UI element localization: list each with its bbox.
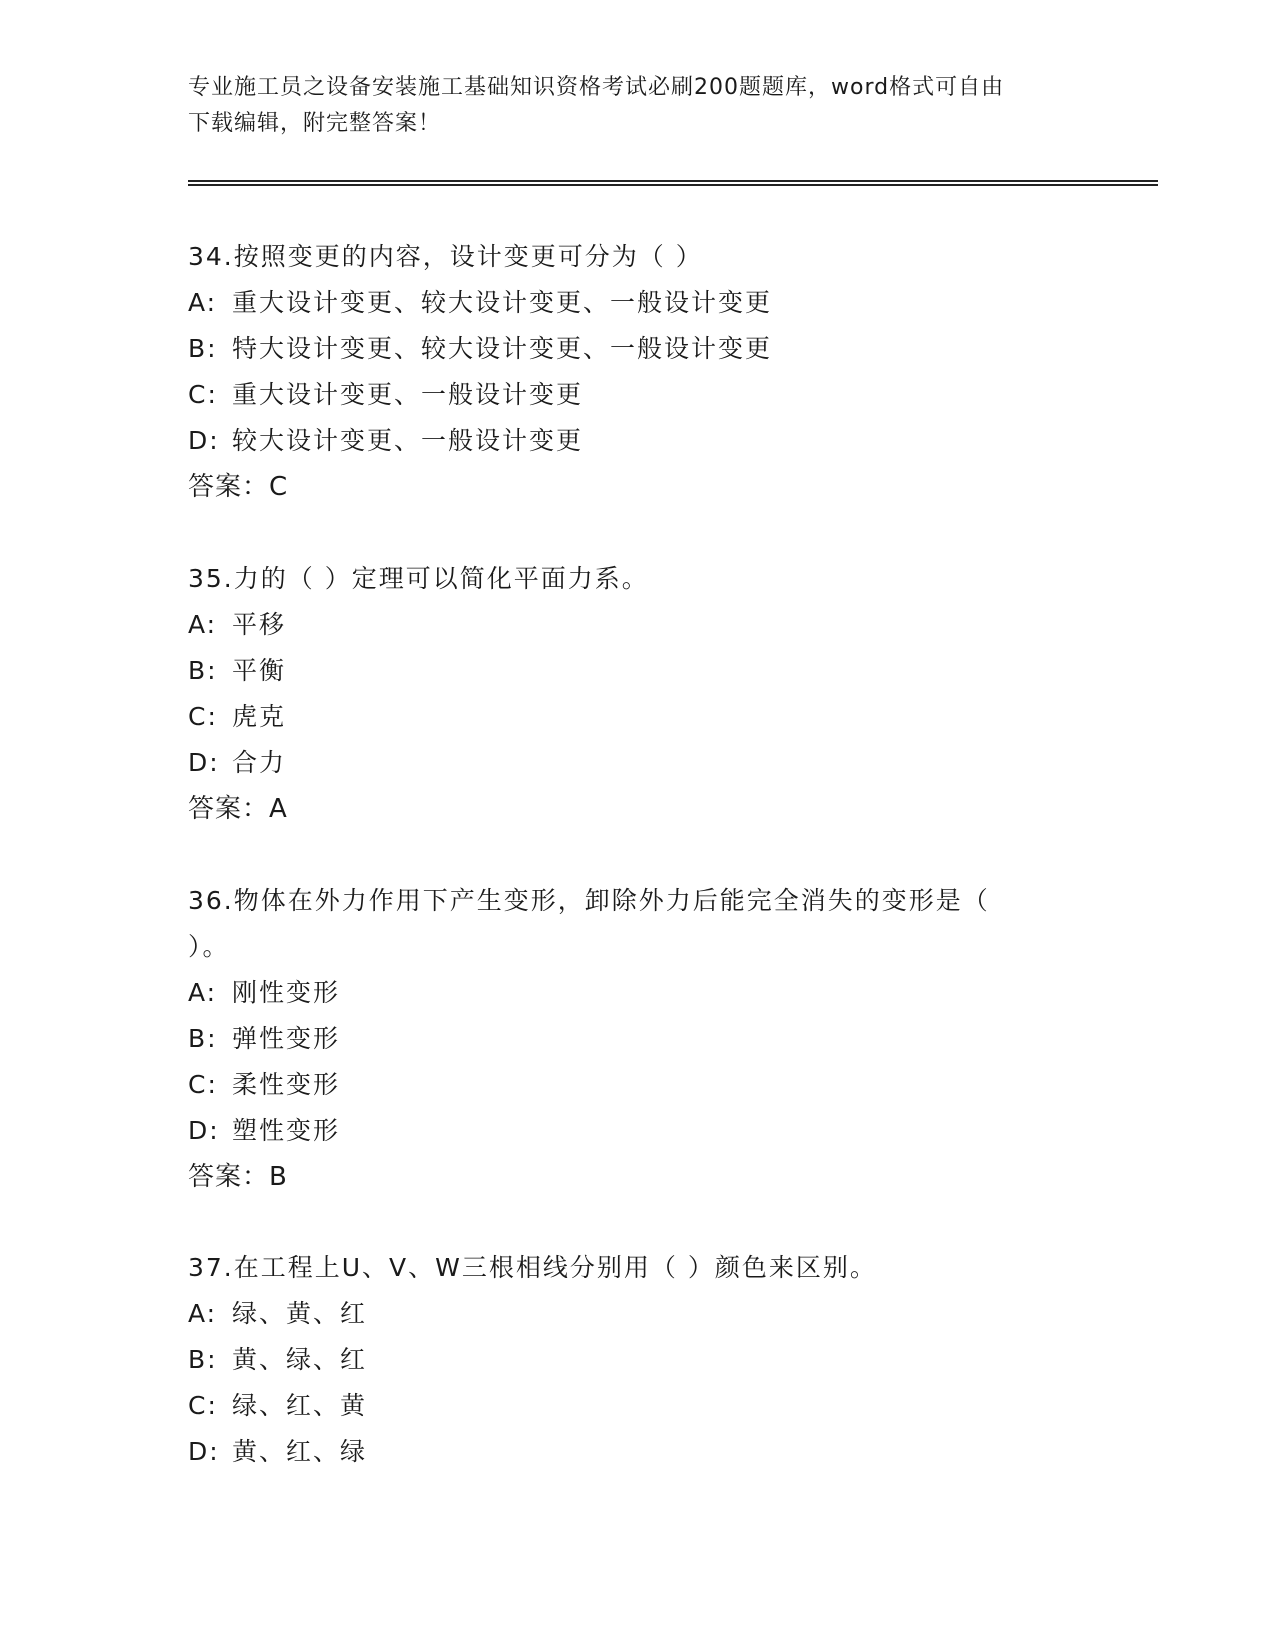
option-letter: A: [188, 288, 218, 317]
answer-label: 答案：B [188, 1162, 288, 1192]
header-line-2: 下载编辑，附完整答案！ [188, 111, 442, 136]
option-letter: B: [188, 334, 218, 363]
option-text: 绿、黄、红 [232, 1299, 368, 1328]
option-text: 黄、红、绿 [232, 1437, 368, 1466]
answer-label: 答案：C [188, 472, 289, 502]
option-b [188, 1016, 1088, 1062]
option-c [188, 1062, 1088, 1108]
option-text: 重大设计变更、一般设计变更 [232, 380, 584, 409]
question-stem: 35.力的（ ）定理可以简化平面力系。 [188, 564, 649, 593]
option-b [188, 1337, 1088, 1383]
option-text: 合力 [232, 748, 287, 777]
option-c [188, 1383, 1088, 1429]
option-text: 重大设计变更、较大设计变更、一般设计变更 [232, 288, 773, 317]
option-text: 平衡 [232, 656, 287, 685]
option-letter: B: [188, 1345, 218, 1374]
option-text: 弹性变形 [232, 1024, 341, 1053]
option-a [188, 1291, 1088, 1337]
option-a [188, 602, 1088, 648]
option-letter: B: [188, 1024, 218, 1053]
question-36 [188, 878, 1088, 1200]
header-divider-bottom [188, 184, 1158, 186]
option-letter: A: [188, 610, 218, 639]
option-letter: D: [188, 426, 220, 455]
option-letter: A: [188, 1299, 218, 1328]
question-stem: 34.按照变更的内容，设计变更可分为（ ） [188, 242, 703, 271]
question-35 [188, 556, 1088, 832]
option-d [188, 740, 1088, 786]
question-stem: 37.在工程上U、V、W三根相线分别用（ ）颜色来区别。 [188, 1253, 877, 1282]
option-letter: D: [188, 748, 220, 777]
option-d [188, 418, 1088, 464]
option-text: 塑性变形 [232, 1116, 341, 1145]
option-text: 绿、红、黄 [232, 1391, 368, 1420]
header-divider-top [188, 180, 1158, 182]
option-a [188, 970, 1088, 1016]
option-c [188, 694, 1088, 740]
answer-label: 答案：A [188, 794, 288, 824]
option-a [188, 280, 1088, 326]
option-text: 虎克 [232, 702, 287, 731]
question-34 [188, 234, 1088, 510]
option-d [188, 1108, 1088, 1154]
option-c [188, 372, 1088, 418]
option-text: 较大设计变更、一般设计变更 [232, 426, 584, 455]
option-text: 柔性变形 [232, 1070, 341, 1099]
header-line-1: 专业施工员之设备安装施工基础知识资格考试必刷200题题库，word格式可自由 [188, 75, 1005, 100]
option-b [188, 648, 1088, 694]
option-text: 平移 [232, 610, 287, 639]
option-letter: D: [188, 1116, 220, 1145]
question-stem: 36.物体在外力作用下产生变形，卸除外力后能完全消失的变形是（ ）。 [188, 886, 990, 961]
option-letter: C: [188, 1391, 218, 1420]
option-b [188, 326, 1088, 372]
option-text: 黄、绿、红 [232, 1345, 368, 1374]
option-letter: B: [188, 656, 218, 685]
option-letter: C: [188, 1070, 218, 1099]
option-letter: C: [188, 380, 218, 409]
option-letter: A: [188, 978, 218, 1007]
option-text: 刚性变形 [232, 978, 341, 1007]
document-header [188, 70, 1088, 142]
option-text: 特大设计变更、较大设计变更、一般设计变更 [232, 334, 773, 363]
option-d [188, 1429, 1088, 1475]
option-letter: D: [188, 1437, 220, 1466]
question-37 [188, 1245, 1088, 1475]
option-letter: C: [188, 702, 218, 731]
